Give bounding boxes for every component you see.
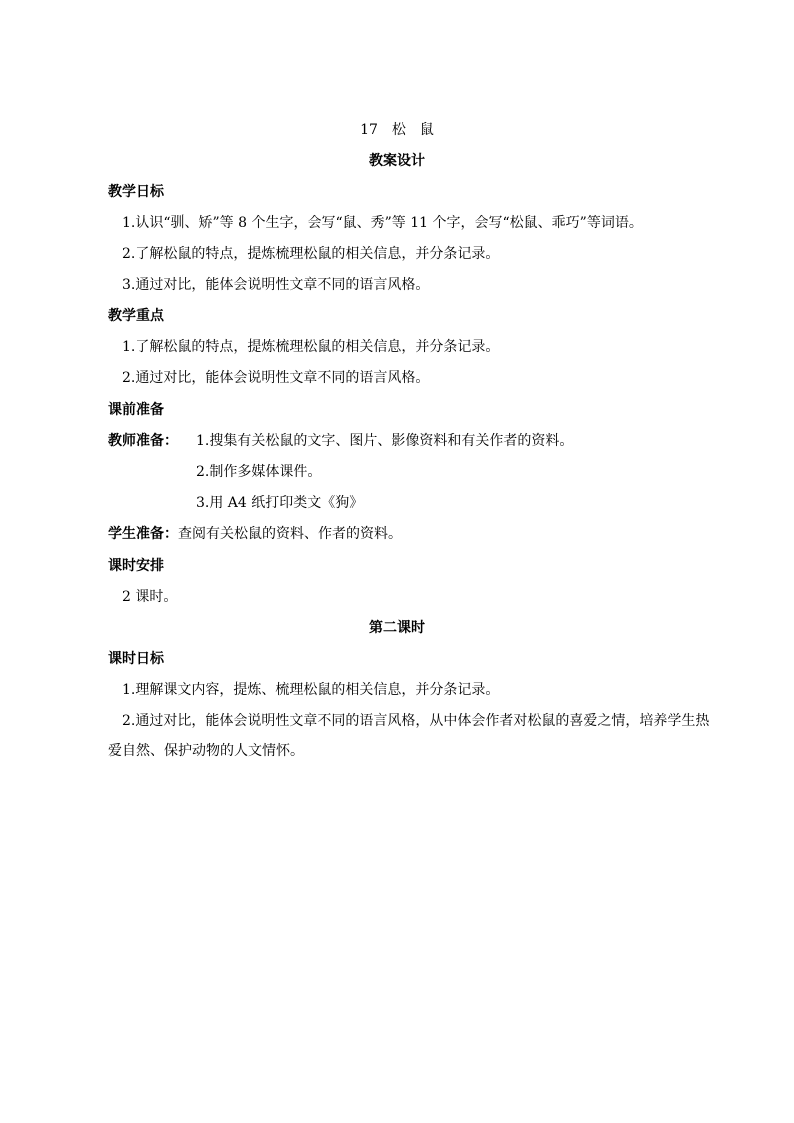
teacher-preparation-item: 3.用 A4 纸打印类文《狗》 bbox=[196, 495, 364, 511]
teacher-preparation-label: 教师准备： bbox=[108, 433, 178, 449]
teaching-focus-item: 1.了解松鼠的特点，提炼梳理松鼠的相关信息，并分条记录。 bbox=[122, 339, 500, 355]
student-preparation-row bbox=[108, 524, 728, 544]
lesson-two-goal-item: 1.理解课文内容，提炼、梳理松鼠的相关信息，并分条记录。 bbox=[122, 682, 500, 698]
schedule-heading: 课时安排 bbox=[108, 558, 164, 574]
teacher-preparation-item: 2.制作多媒体课件。 bbox=[196, 464, 322, 480]
teaching-goals-heading: 教学日标 bbox=[108, 184, 164, 200]
student-preparation-text: 查阅有关松鼠的资料、作者的资料。 bbox=[178, 526, 402, 542]
lesson-two-goal-item: 2.通过对比，能体会说明性文章不同的语言风格，从中体会作者对松鼠的喜爱之情，培养学生热爱自然、保护动物的人文情怀。 bbox=[108, 713, 710, 759]
teaching-focus-item: 2.通过对比，能体会说明性文章不同的语言风格。 bbox=[122, 370, 430, 386]
teaching-goal-item: 1.认识“驯、矫”等 8 个生字，会写“鼠、秀”等 11 个字，会写“松鼠、乖巧”等词语。 bbox=[122, 215, 643, 231]
lesson-subtitle: 教案设计 bbox=[369, 153, 425, 169]
teacher-preparation-item: 1.搜集有关松鼠的文字、图片、影像资料和有关作者的资料。 bbox=[196, 433, 574, 449]
lesson-title: 17 松 鼠 bbox=[360, 122, 434, 138]
schedule-text: 2 课时。 bbox=[122, 589, 178, 605]
preparation-heading: 课前准备 bbox=[108, 402, 164, 418]
teaching-goal-item: 3.通过对比，能体会说明性文章不同的语言风格。 bbox=[122, 277, 430, 293]
teaching-goal-item: 2.了解松鼠的特点，提炼梳理松鼠的相关信息，并分条记录。 bbox=[122, 246, 500, 262]
lesson-two-heading: 第二课时 bbox=[369, 620, 425, 636]
student-preparation-label: 学生准备： bbox=[108, 526, 178, 542]
teacher-preparation-row bbox=[108, 431, 728, 451]
teaching-focus-heading: 教学重点 bbox=[108, 308, 164, 324]
lesson-two-goals-heading: 课时日标 bbox=[108, 651, 164, 667]
